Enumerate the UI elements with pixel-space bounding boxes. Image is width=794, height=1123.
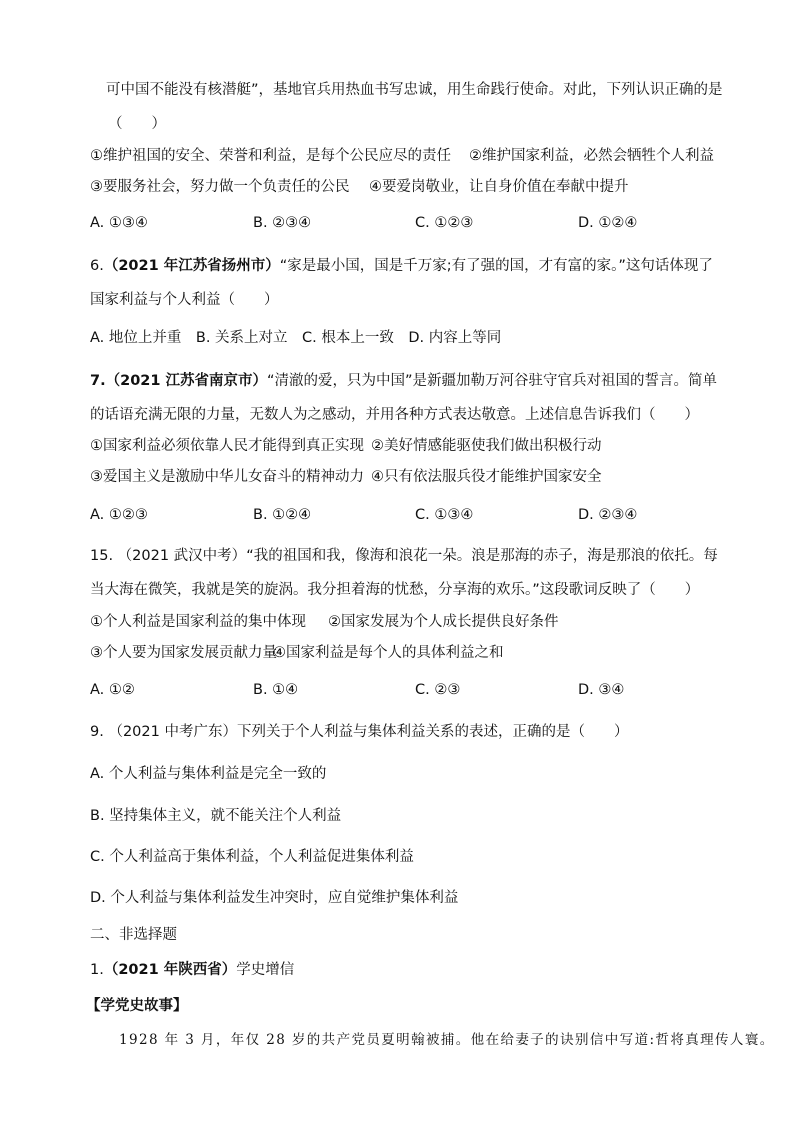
q7-stem [90,371,717,391]
q7-stem-text: “清澈的爱，只为中国”是新疆加勒万河谷驻守官兵对祖国的誓言。简单 [267,373,718,389]
q15-stem [90,546,718,566]
story-paragraph: 1928 年 3 月，年仅 28 岁的共产党员夏明翰被捕。他在给妻子的诀别信中写道:哲将真理传人寰。 [119,1032,775,1048]
q7-option-c: C. ①③④ [415,507,474,523]
q5-option-a: A. ①③④ [90,215,148,231]
q5-option-b: B. ②③④ [253,215,312,231]
q1-source: （2021 年陕西省） [103,962,237,978]
q7-statement-3: ③爱国主义是激励中华儿女奋斗的精神动力 [90,469,364,485]
q7-stem-line2: 的话语充满无限的力量，无数人为之感动，并用各种方式表达敬意。上述信息告诉我们（ ） [90,407,699,423]
q7-statement-4: ④只有依法服兵役才能维护国家安全 [371,469,602,485]
q1-title: 学史增信 [236,962,295,978]
q15-statement-4: ④国家利益是每个人的具体利益之和 [273,645,504,661]
q15-number-source: 15. （2021 武汉中考） [90,548,247,564]
q9-option-b: B. 坚持集体主义，就不能关注个人利益 [90,808,342,824]
q6-number: 6. [90,258,104,274]
section-title: 二、非选择题 [90,927,177,943]
q7-statement-2: ②美好情感能驱使我们做出积极行动 [371,438,602,454]
q9-option-d: D. 个人利益与集体利益发生冲突时，应自觉维护集体利益 [90,890,459,906]
q1-heading [90,960,294,980]
q7-statement-1: ①国家利益必须依靠人民才能得到真正实现 [90,438,364,454]
q15-statement-3: ③个人要为国家发展贡献力量 [90,645,277,661]
q9-option-c: C. 个人利益高于集体利益，个人利益促进集体利益 [90,849,414,865]
q5-option-c: C. ①②③ [415,215,474,231]
q9-option-a: A. 个人利益与集体利益是完全一致的 [90,766,327,782]
q9-stem: 9. （2021 中考广东）下列关于个人利益与集体利益关系的表述，正确的是（ ） [90,724,629,740]
q6-source: （2021 年江苏省扬州市） [103,258,280,274]
q6-stem [90,256,713,276]
q15-option-c: C. ②③ [415,682,461,698]
q5-stem-continuation: 可中国不能没有核潜艇”，基地官兵用热血书写忠诚，用生命践行使命。对此，下列认识正确的是 [106,82,723,98]
q5-statement-2: ②维护国家利益，必然会牺牲个人利益 [469,148,714,164]
q15-statement-1: ①个人利益是国家利益的集中体现 [90,614,306,630]
q15-statement-2: ②国家发展为个人成长提供良好条件 [328,614,559,630]
q1-number: 1. [90,962,104,978]
q5-statement-1: ①维护祖国的安全、荣誉和利益，是每个公民应尽的责任 [90,148,451,164]
q7-option-d: D. ②③④ [578,507,638,523]
q15-stem-text: “我的祖国和我，像海和浪花一朵。浪是那海的赤子，海是那浪的依托。每 [246,548,718,564]
q7-source: （2021 江苏省南京市） [105,373,268,389]
q5-option-d: D. ①②④ [578,215,638,231]
q5-statement-3: ③要服务社会，努力做一个负责任的公民 [90,179,350,195]
q7-number: 7. [90,373,106,389]
q6-options: A. 地位上并重 B. 关系上对立 C. 根本上一致 D. 内容上等同 [90,330,502,346]
q15-option-b: B. ①④ [253,682,299,698]
q7-option-a: A. ①②③ [90,507,148,523]
q15-stem-line2: 当大海在微笑，我就是笑的旋涡。我分担着海的忧愁，分享海的欢乐。”这段歌词反映了（ ） [90,582,700,598]
q7-option-b: B. ①②④ [253,507,312,523]
q5-statement-4: ④要爱岗敬业，让自身价值在奉献中提升 [369,179,629,195]
q5-answer-blank: （ ） [108,116,166,132]
q15-option-d: D. ③④ [578,682,625,698]
party-history-story-heading: 【学党史故事】 [86,998,188,1014]
q6-stem-text: “家是最小国，国是千万家;有了强的国，才有富的家。”这句话体现了 [279,258,713,274]
q6-stem-line2: 国家利益与个人利益（ ） [90,292,279,308]
q15-option-a: A. ①② [90,682,135,698]
